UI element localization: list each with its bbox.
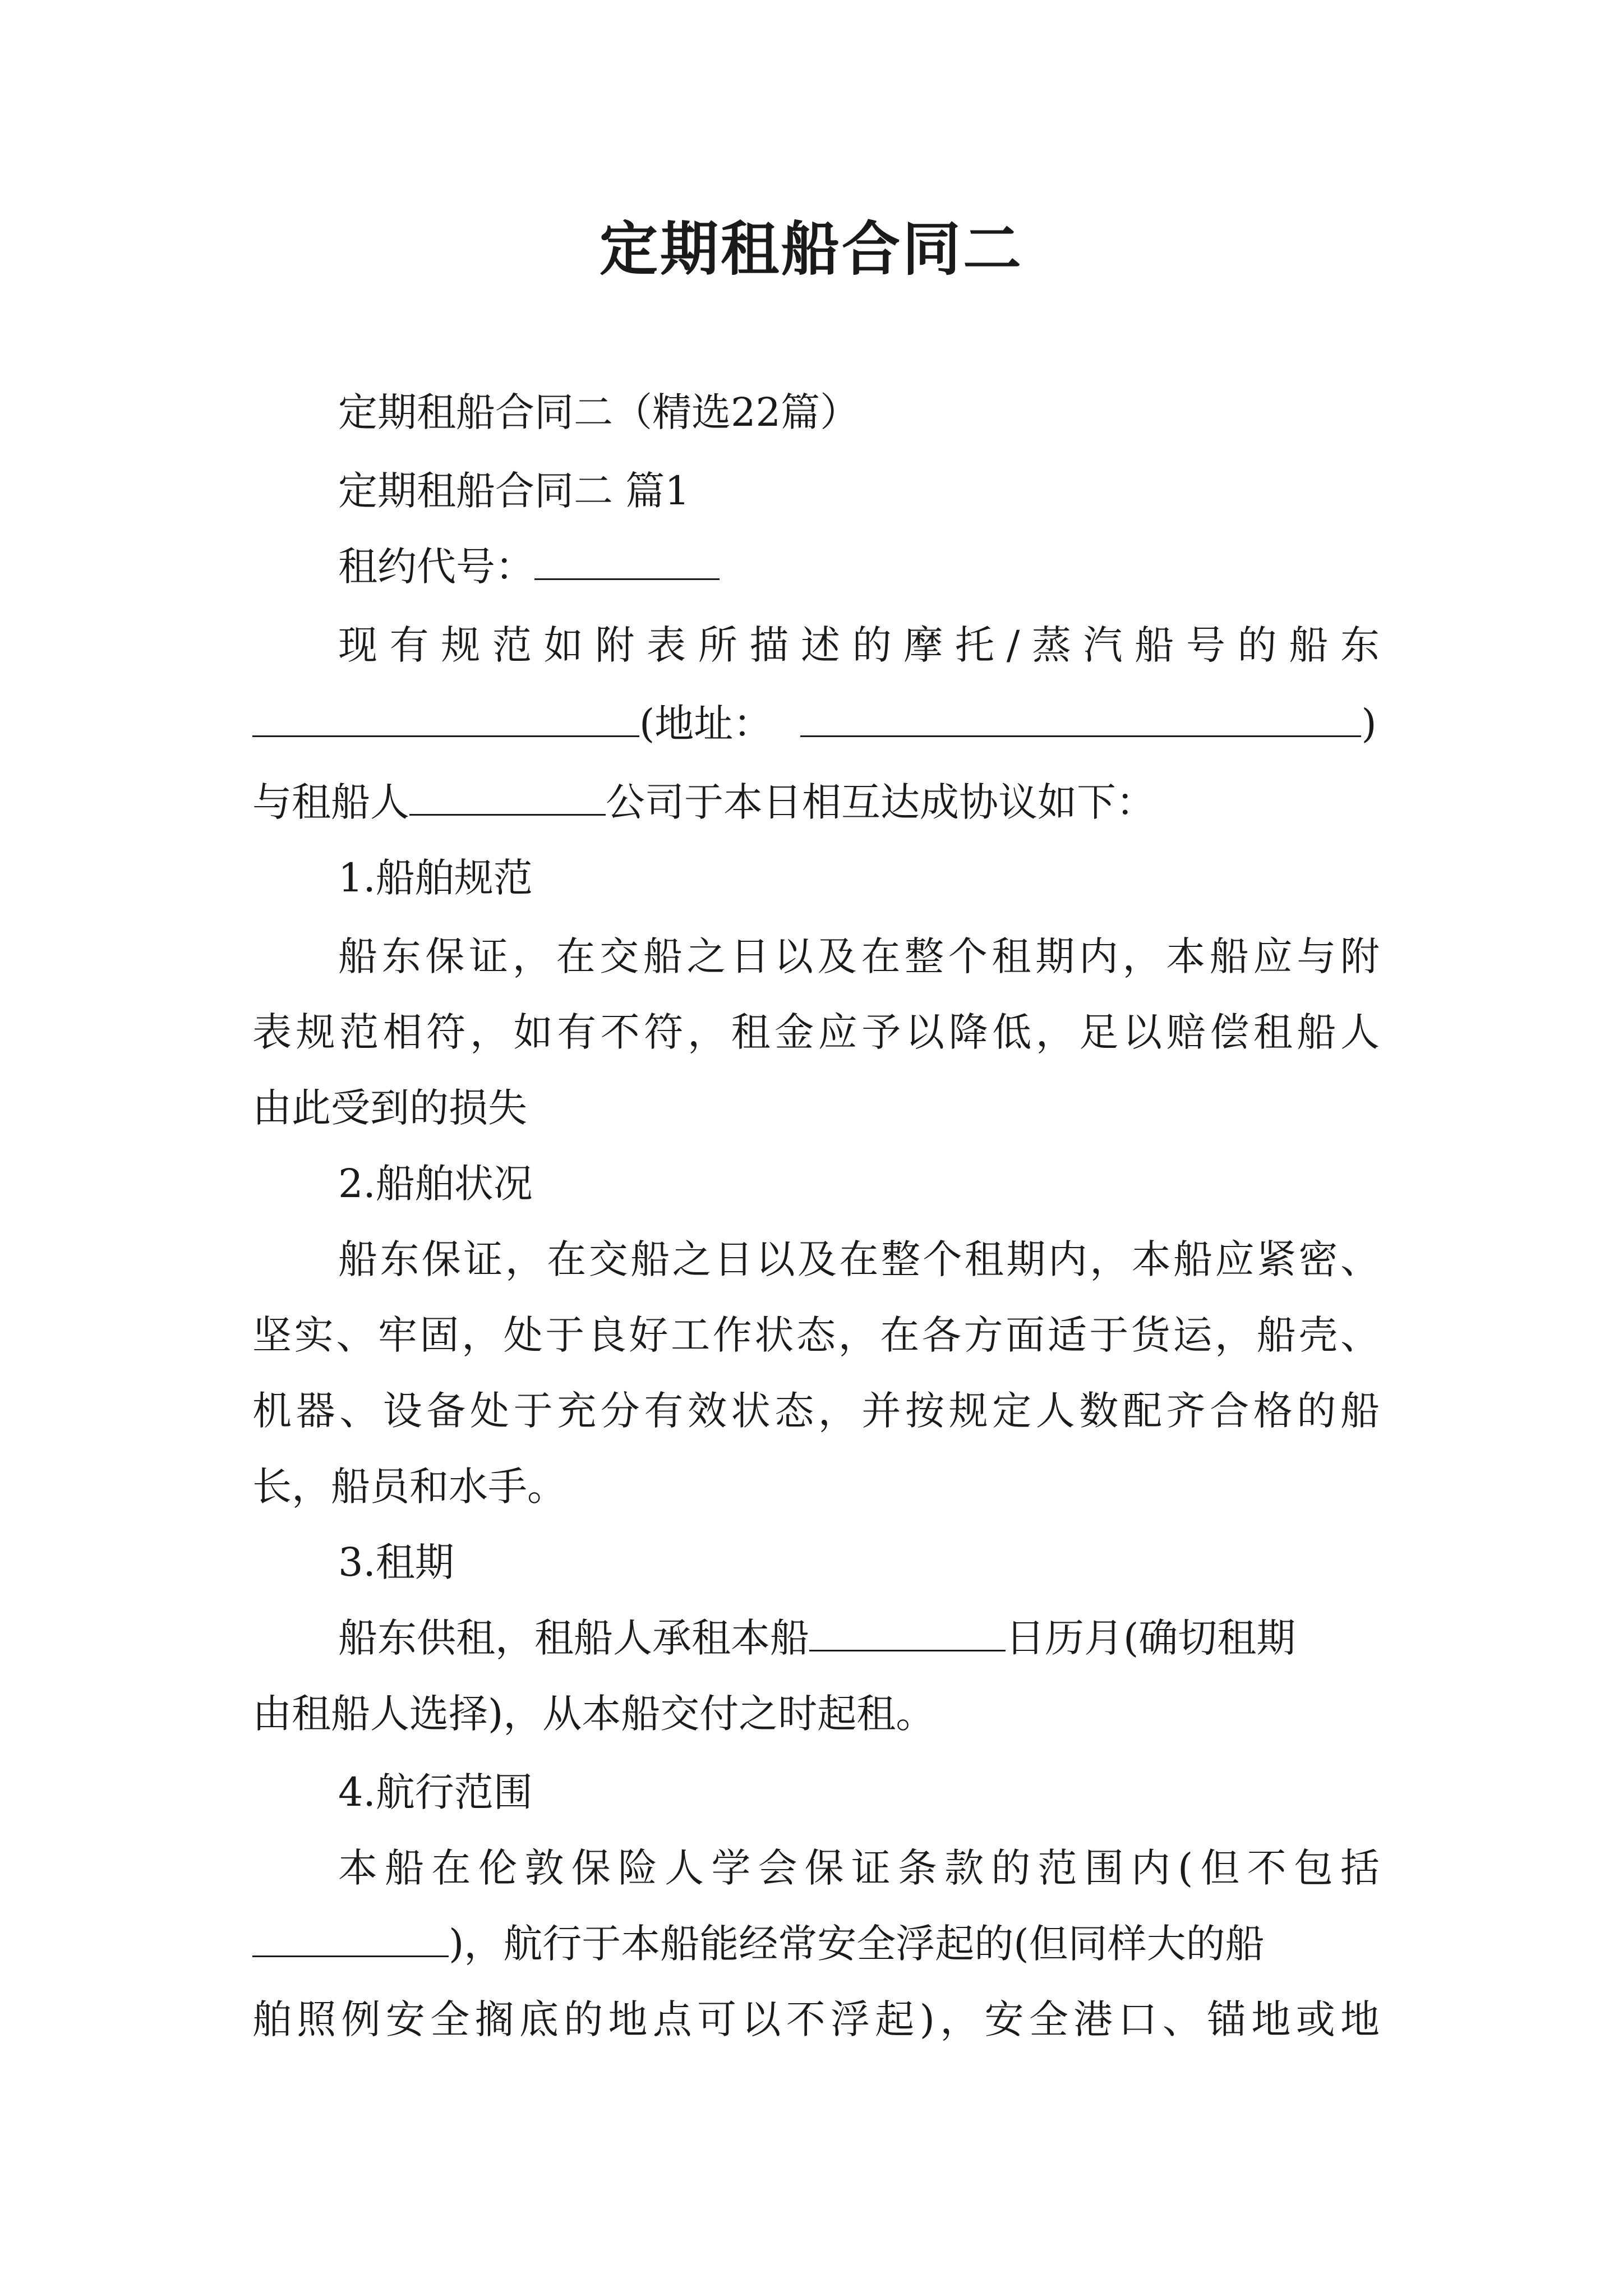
preamble-line-2 <box>252 698 1380 749</box>
preamble-line-3 <box>252 777 1380 827</box>
clause-4-line-3: 舶照例安全搁底的地点可以不浮起)，安全港口、锚地或地 <box>252 1996 1380 2042</box>
clause-4-text: )，航行于本船能经常安全浮起的(但同样大的船 <box>449 1921 1265 1967</box>
clause-3-text-end: 日历月(确切租期 <box>1006 1615 1296 1661</box>
clause-1-line: 船东保证，在交船之日以及在整个租期内，本船应与附 <box>338 933 1380 979</box>
excluded-area-blank <box>252 1923 449 1957</box>
charter-period-blank <box>809 1617 1006 1651</box>
agreement-text: 公司于本日相互达成协议如下： <box>606 779 1155 825</box>
clause-3-heading: 3.租期 <box>338 1539 454 1585</box>
clause-1-line: 由此受到的损失 <box>252 1085 527 1131</box>
clause-2-line: 机器、设备处于充分有效状态，并按规定人数配齐合格的船 <box>252 1388 1380 1434</box>
clause-1-heading: 1.船舶规范 <box>338 855 533 901</box>
clause-4-heading: 4.航行范围 <box>338 1769 533 1815</box>
clause-3-line-1 <box>338 1613 1380 1663</box>
clause-3-line-2: 由租船人选择)，从本船交付之时起租。 <box>252 1691 935 1737</box>
clause-2-line: 长，船员和水手。 <box>252 1464 566 1510</box>
address-blank <box>800 703 1361 737</box>
charter-code-line <box>338 541 1380 592</box>
section-heading: 定期租船合同二 篇1 <box>338 468 690 514</box>
document-title: 定期租船合同二 <box>599 215 1023 283</box>
document-subtitle: 定期租船合同二（精选22篇） <box>338 389 860 435</box>
clause-3-text-start: 船东供租，租船人承租本船 <box>338 1615 809 1661</box>
shipowner-blank <box>252 703 639 737</box>
clause-2-line: 坚实、牢固，处于良好工作状态，在各方面适于货运，船壳、 <box>252 1312 1380 1358</box>
charterer-label: 与租船人 <box>252 779 409 825</box>
preamble-line-1: 现有规范如附表所描述的摩托/蒸汽船号的船东 <box>338 622 1380 668</box>
clause-4-line-2 <box>252 1918 1380 1969</box>
address-close: ) <box>1361 701 1377 747</box>
clause-1-line: 表规范相符，如有不符，租金应予以降低，足以赔偿租船人 <box>252 1009 1380 1055</box>
address-open: (地址： <box>639 701 773 747</box>
charter-code-label: 租约代号： <box>338 544 534 590</box>
charter-code-blank <box>534 546 720 580</box>
clause-2-line: 船东保证，在交船之日以及在整个租期内，本船应紧密、 <box>338 1236 1380 1282</box>
clause-2-heading: 2.船舶状况 <box>338 1161 533 1207</box>
charterer-blank <box>409 781 606 816</box>
clause-4-line-1: 本船在伦敦保险人学会保证条款的范围内(但不包括 <box>338 1845 1380 1891</box>
